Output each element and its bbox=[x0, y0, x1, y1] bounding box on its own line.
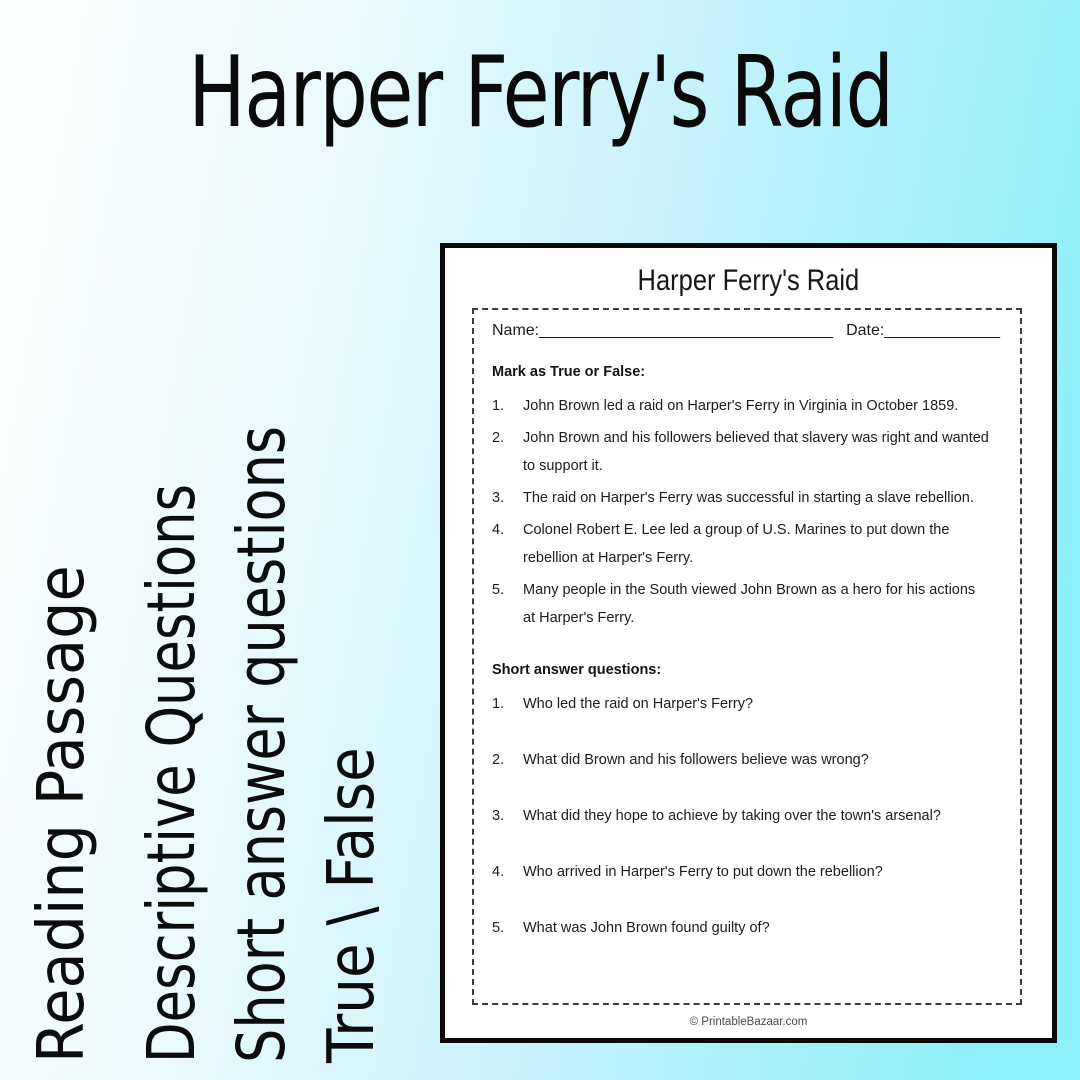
item-number: 1. bbox=[492, 696, 505, 712]
side-label-text: Short answer questions bbox=[223, 425, 300, 1064]
item-text: The raid on Harper's Ferry was successful in starting a slave rebellion. bbox=[523, 490, 974, 506]
name-label: Name: bbox=[492, 322, 540, 339]
item-number: 1. bbox=[492, 398, 505, 414]
list-item bbox=[492, 914, 1002, 942]
item-text: Many people in the South viewed John Brown as a hero for his actions at Harper's Ferry. bbox=[523, 582, 976, 626]
list-item bbox=[492, 484, 1002, 512]
item-text: Who arrived in Harper's Ferry to put down the rebellion? bbox=[523, 864, 883, 880]
short-answer-heading: Short answer questions: bbox=[492, 662, 662, 678]
item-number: 4. bbox=[492, 522, 505, 538]
short-answer-list bbox=[492, 690, 1002, 942]
list-item bbox=[492, 424, 1002, 480]
item-number: 2. bbox=[492, 752, 505, 768]
date-label: Date: bbox=[846, 322, 885, 339]
worksheet-dashed-box bbox=[472, 308, 1022, 1005]
list-item bbox=[492, 746, 1002, 774]
list-item bbox=[492, 516, 1002, 572]
item-text: Who led the raid on Harper's Ferry? bbox=[523, 696, 754, 712]
item-number: 3. bbox=[492, 808, 505, 824]
worksheet-title bbox=[445, 264, 1052, 298]
list-item bbox=[492, 802, 1002, 830]
date-field bbox=[846, 322, 1000, 340]
item-number: 5. bbox=[492, 582, 505, 598]
item-text: What did they hope to achieve by taking over the town's arsenal? bbox=[523, 808, 941, 824]
item-text: What was John Brown found guilty of? bbox=[523, 920, 770, 936]
item-number: 3. bbox=[492, 490, 505, 506]
side-label-reading-passage bbox=[26, 565, 100, 1063]
item-text: John Brown led a raid on Harper's Ferry in Virginia in October 1859. bbox=[523, 398, 959, 414]
side-label-descriptive-questions bbox=[134, 484, 210, 1063]
side-label-true-false bbox=[316, 747, 390, 1063]
list-item bbox=[492, 576, 1002, 632]
name-date-row bbox=[492, 322, 1002, 340]
side-label-text: Reading Passage bbox=[25, 565, 99, 1063]
side-label-text: True \ False bbox=[315, 747, 389, 1063]
item-text: John Brown and his followers believed that slavery was right and wanted to support it. bbox=[523, 430, 989, 474]
list-item bbox=[492, 392, 1002, 420]
worksheet-title-text: Harper Ferry's Raid bbox=[637, 264, 860, 297]
worksheet-page bbox=[440, 243, 1057, 1043]
true-false-heading: Mark as True or False: bbox=[492, 364, 646, 380]
item-number: 5. bbox=[492, 920, 505, 936]
item-number: 2. bbox=[492, 430, 505, 446]
side-label-text: Descriptive Questions bbox=[133, 483, 210, 1063]
list-item bbox=[492, 858, 1002, 886]
true-false-list bbox=[492, 392, 1002, 632]
worksheet-footer: © PrintableBazaar.com bbox=[689, 1016, 808, 1028]
date-blank-line: _____________ bbox=[884, 322, 1000, 339]
page-title-text: Harper Ferry's Raid bbox=[187, 36, 893, 150]
name-blank-line: _________________________________ bbox=[539, 322, 833, 339]
item-text: Colonel Robert E. Lee led a group of U.S. Marines to put down the rebellion at Harper's Ferry. bbox=[523, 522, 950, 566]
name-field bbox=[492, 322, 846, 340]
item-text: What did Brown and his followers believe was wrong? bbox=[523, 752, 869, 768]
item-number: 4. bbox=[492, 864, 505, 880]
side-label-short-answer-questions bbox=[224, 426, 300, 1063]
page-title bbox=[0, 36, 1080, 150]
list-item bbox=[492, 690, 1002, 718]
